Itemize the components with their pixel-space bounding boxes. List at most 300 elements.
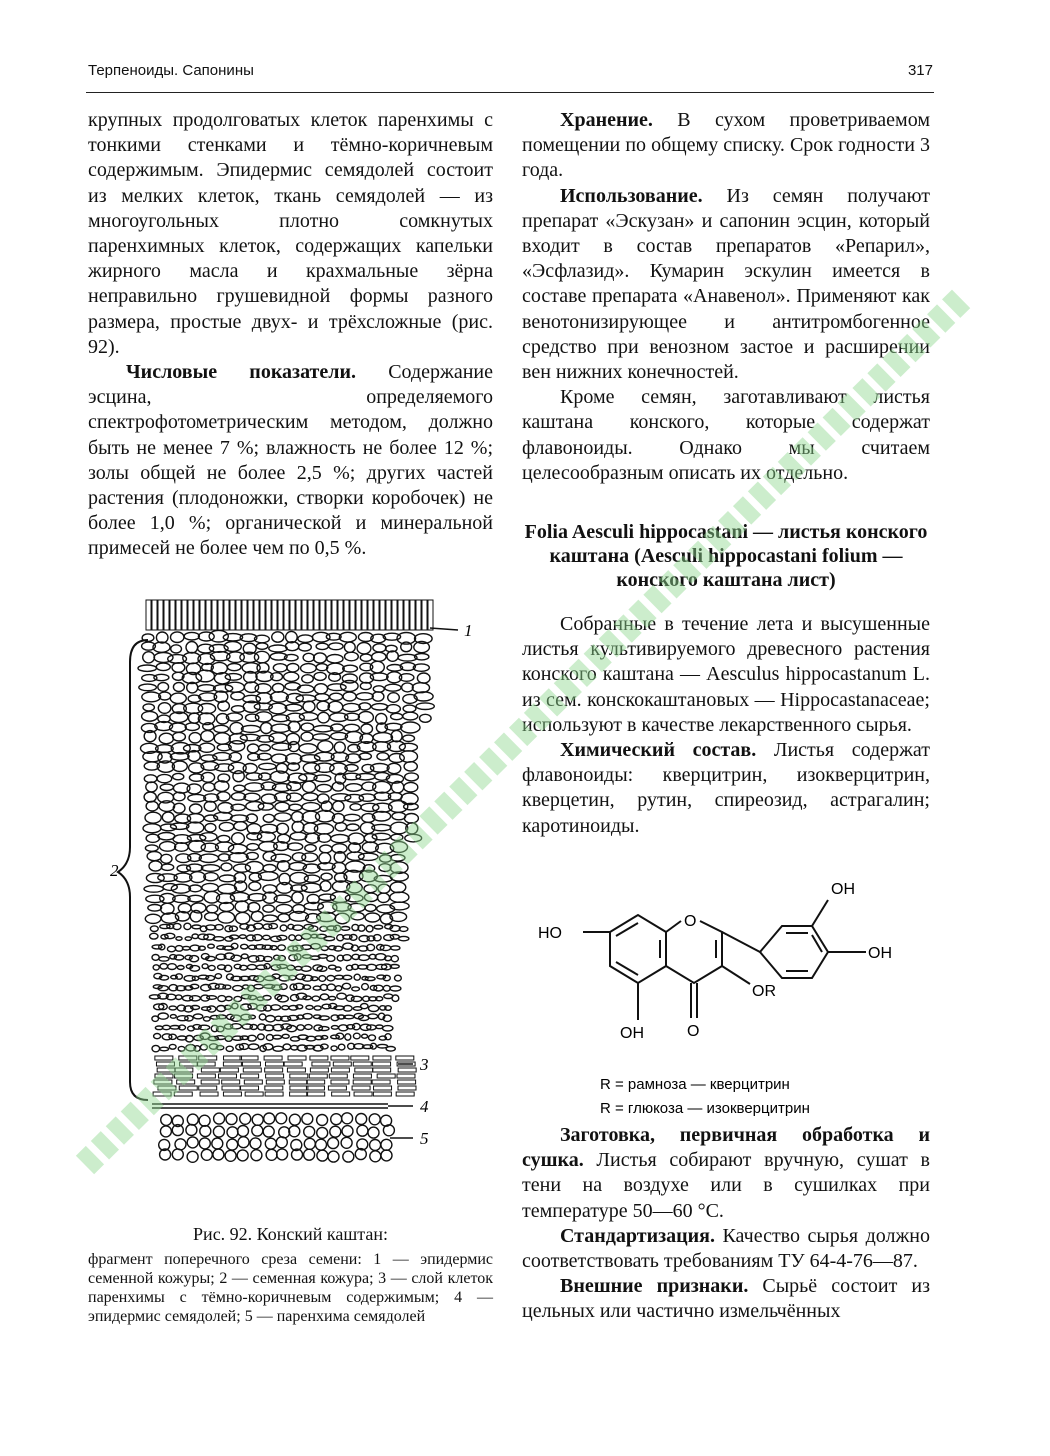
figure-cell — [370, 1151, 381, 1162]
figure-cell — [372, 833, 390, 840]
figure-cell — [240, 1056, 258, 1060]
page-number: 317 — [907, 62, 933, 79]
figure-cell — [374, 600, 379, 630]
figure-cell — [368, 1014, 378, 1019]
figure-cell — [218, 600, 223, 630]
figure-cell — [206, 600, 211, 630]
figure-cell — [301, 883, 321, 892]
figure-cell — [218, 912, 235, 923]
figure-cell — [158, 600, 163, 630]
text-storage: В сухом проветриваемом помещении по общему списку. Срок годности 3 года. — [522, 109, 930, 182]
figure-cell — [264, 1056, 282, 1060]
figure-cell — [161, 864, 173, 870]
figure-cell — [399, 743, 417, 751]
figure-cell — [265, 1138, 276, 1149]
figure-cell — [328, 1086, 346, 1090]
figure-cell — [236, 600, 241, 630]
figure-cell — [331, 1026, 338, 1030]
figure-cell — [342, 1126, 353, 1137]
figure-cell — [353, 1062, 371, 1066]
heading-external-signs: Внешние признаки. — [560, 1275, 749, 1298]
figure-cell — [417, 673, 430, 683]
figure-cell — [372, 692, 384, 701]
figure-cell — [214, 725, 229, 732]
figure-cell — [204, 815, 217, 821]
figure-cell — [306, 1005, 313, 1009]
figure-cell — [234, 822, 247, 831]
figure-cell — [188, 794, 206, 801]
figure-cell — [305, 1025, 312, 1030]
figure-cell — [249, 1015, 256, 1019]
figure-cell — [341, 1137, 352, 1148]
paragraph-chemistry — [522, 738, 930, 839]
figure-cell — [284, 600, 289, 630]
figure-cell — [320, 600, 325, 630]
figure-cell — [301, 966, 311, 971]
figure-cell — [374, 1086, 392, 1090]
figure-cell — [383, 1125, 394, 1136]
figure-cell — [225, 674, 241, 681]
figure-cell — [314, 1006, 321, 1010]
figure-cell — [244, 793, 260, 801]
figure-cell — [156, 632, 168, 643]
figure-cell — [326, 600, 331, 630]
figure-cell — [230, 600, 235, 630]
figure-cell — [241, 1074, 259, 1078]
figure-cell — [320, 881, 331, 891]
figure-cell — [383, 1026, 393, 1031]
figure-cell — [368, 600, 373, 630]
figure-cell — [289, 1114, 300, 1125]
figure-cell — [252, 1114, 263, 1125]
figure-cell — [319, 976, 326, 982]
figure-cell — [392, 995, 399, 1001]
right-column — [522, 108, 930, 486]
figure-cell — [203, 783, 215, 792]
figure-cell — [405, 834, 422, 842]
figure-cell — [390, 986, 401, 991]
figure-cell — [357, 643, 371, 654]
figure-cell — [145, 845, 158, 851]
figure-cell — [187, 864, 203, 871]
figure-cell — [259, 745, 271, 752]
figure-cell — [314, 653, 327, 663]
figure-cell — [372, 704, 388, 710]
figure-cell — [335, 913, 349, 924]
chem-ho-left: HO — [538, 925, 562, 942]
figure-cell — [158, 1013, 168, 1019]
figure-cell — [226, 1114, 237, 1125]
figure-cell — [146, 600, 151, 630]
figure-cell — [355, 1068, 373, 1072]
figure-cell — [277, 1149, 288, 1160]
figure-cell — [399, 936, 409, 940]
figure-cell — [146, 782, 157, 792]
figure-cell — [369, 1005, 379, 1011]
figure-cell — [153, 965, 159, 970]
figure-cell — [346, 824, 359, 831]
figure-cell — [303, 653, 314, 661]
figure-cell — [385, 684, 401, 691]
figure-cell — [199, 1056, 217, 1060]
figure-cell — [350, 804, 361, 811]
figure-cell — [353, 1074, 371, 1078]
figure-cell — [180, 1062, 198, 1066]
figure-cell — [202, 883, 218, 891]
figure-cell — [203, 1017, 210, 1021]
figure-cell — [248, 995, 256, 999]
figure-cell — [334, 925, 341, 931]
header-rule — [86, 92, 934, 93]
figure-cell — [328, 1138, 339, 1149]
figure-cell — [199, 1086, 217, 1090]
figure-cell — [263, 865, 276, 872]
figure-cell — [272, 600, 277, 630]
figure-cell — [278, 914, 290, 922]
figure-cell — [223, 1092, 241, 1096]
figure-cell — [172, 1149, 183, 1160]
figure-cell — [255, 684, 271, 693]
figure-cell — [356, 1114, 367, 1125]
figure-cell — [189, 733, 201, 743]
figure-cell — [285, 704, 302, 711]
figure-cell — [169, 1006, 177, 1010]
figure-cell — [404, 762, 417, 771]
figure-cell — [316, 643, 328, 649]
figure-cell — [317, 1127, 328, 1138]
figure-cell — [299, 744, 317, 753]
right-column-part-2 — [522, 612, 930, 839]
figure-cell — [245, 1092, 263, 1096]
figure-cell — [175, 1074, 193, 1078]
figure-cell — [154, 653, 173, 663]
figure-cell — [165, 933, 175, 938]
figure-cell — [160, 964, 168, 970]
figure-cell — [333, 1062, 351, 1066]
figure-cell — [334, 742, 345, 753]
figure-cell — [412, 683, 429, 693]
figure-cell — [243, 1068, 261, 1072]
figure-cell — [403, 735, 415, 741]
figure-cell — [315, 684, 328, 694]
figure-cell — [353, 1023, 361, 1029]
figure-cell — [157, 774, 172, 782]
figure-cell — [295, 935, 301, 940]
figure-cell — [296, 974, 305, 979]
figure-cell — [365, 913, 380, 922]
figure-cell — [380, 855, 392, 862]
figure-cell — [250, 1138, 261, 1149]
figure-cell — [365, 904, 376, 911]
figure-cell — [290, 1074, 308, 1078]
figure-cell — [392, 812, 406, 819]
figure-cell — [342, 983, 350, 989]
figure-cell — [194, 600, 199, 630]
figure-cell — [251, 911, 263, 921]
figure-cell — [275, 813, 292, 821]
figure-cell — [386, 1047, 395, 1052]
figure-cell — [345, 713, 360, 720]
figure-cell — [284, 672, 299, 681]
figure-cell — [370, 1140, 381, 1151]
figure-cell — [265, 1068, 283, 1072]
figure-cell — [224, 1056, 242, 1060]
figure-cell — [289, 804, 302, 810]
figure-cell — [259, 773, 271, 780]
figure-cell — [227, 1139, 238, 1150]
figure-cell — [207, 905, 218, 913]
figure-cell — [154, 1080, 172, 1084]
figure-cell — [229, 926, 237, 931]
figure-cell — [160, 824, 176, 831]
paragraph-usage — [522, 184, 930, 386]
figure-cell — [167, 946, 175, 952]
figure-cell — [152, 945, 162, 949]
figure-cell — [244, 1080, 262, 1084]
figure-cell — [298, 635, 313, 643]
figure-cell — [388, 693, 400, 703]
figure-cell — [273, 1046, 283, 1051]
figure-cell — [280, 925, 287, 931]
figure-cell — [199, 854, 218, 862]
figure-cell — [377, 753, 389, 760]
figure-cell — [186, 642, 198, 654]
figure-cell — [379, 864, 391, 872]
figure-cell — [266, 1074, 284, 1078]
heading-numeric-indicators: Числовые показатели. — [126, 361, 356, 384]
figure-cell — [398, 600, 403, 630]
figure-cell — [390, 892, 409, 902]
figure-cell — [258, 1034, 265, 1040]
figure-cell — [341, 681, 359, 692]
figure-cell — [339, 632, 356, 642]
figure-cell — [159, 733, 173, 744]
figure-cell — [177, 966, 184, 970]
figure-cell — [238, 1126, 249, 1137]
figure-cell — [299, 713, 317, 721]
figure-cell — [337, 993, 346, 999]
figure-cell — [177, 1080, 195, 1084]
figure-cell — [232, 833, 245, 844]
label-line-1 — [430, 628, 458, 630]
figure-cell — [404, 782, 418, 792]
figure-cell — [302, 934, 311, 940]
figure-cell — [200, 1092, 218, 1096]
figure-cell — [241, 1086, 259, 1090]
figure-cell — [356, 774, 375, 780]
figure-cell — [185, 723, 199, 731]
figure-cell — [288, 742, 299, 752]
figure-cell — [398, 1068, 416, 1072]
figure-cell — [277, 935, 287, 940]
figure-cell — [354, 974, 360, 980]
figure-cell — [193, 1014, 202, 1019]
chem-oh-bottom: OH — [620, 1025, 644, 1042]
figure-cell — [319, 894, 336, 900]
figure-cell — [212, 600, 217, 630]
paragraph-storage — [522, 108, 930, 184]
figure-cell — [331, 1080, 349, 1084]
figure-cell — [227, 1127, 238, 1138]
figure-cell — [168, 964, 177, 970]
chem-oh-right: OH — [868, 945, 892, 962]
figure-cell — [352, 987, 360, 991]
figure-cell — [204, 801, 216, 811]
figure-cell — [290, 1086, 308, 1090]
text-standardization: Качество сырья должно соответствовать требованиям ТУ 64-4-76—87. — [522, 1224, 930, 1273]
figure-cell — [359, 794, 375, 801]
figure-cell — [207, 996, 217, 1000]
figure-cell — [161, 1114, 172, 1125]
figure-cell — [222, 1080, 240, 1084]
figure-cell — [153, 1092, 171, 1096]
figure-cell — [279, 1127, 290, 1138]
figure-cell — [248, 1003, 257, 1009]
figure-cell — [304, 1149, 315, 1160]
figure-cell — [309, 1074, 327, 1078]
paragraph-standardization — [522, 1224, 930, 1274]
figure-cell — [380, 945, 390, 950]
figure-cell — [369, 1035, 376, 1041]
figure-cell — [265, 1062, 283, 1066]
figure-cell — [302, 781, 315, 792]
figure-cell — [361, 724, 373, 734]
figure-cell — [201, 1080, 219, 1084]
figure-cell — [188, 600, 193, 630]
figure-cell — [162, 812, 174, 822]
figure-cell — [273, 664, 287, 672]
figure-cell — [327, 955, 335, 961]
figure-cell — [152, 600, 157, 630]
figure-cell — [338, 600, 343, 630]
figure-cell — [331, 1035, 340, 1039]
figure-cell — [179, 1056, 197, 1060]
figure-cell — [400, 751, 418, 762]
figure-cell — [292, 892, 303, 903]
figure-cell — [362, 600, 367, 630]
heading-chemistry: Химический состав. — [560, 739, 757, 762]
figure-cell — [344, 814, 360, 821]
figure-cell — [213, 1149, 224, 1160]
figure-cell — [160, 1126, 171, 1137]
figure-cell — [303, 701, 315, 712]
figure-cell — [396, 1092, 414, 1096]
figure-cell — [350, 935, 357, 941]
figure-cell — [307, 1080, 325, 1084]
figure-cell — [420, 714, 432, 722]
figure-cell — [301, 723, 314, 731]
figure-cell — [352, 1086, 370, 1090]
figure-cell — [256, 693, 272, 704]
figure-cell — [156, 663, 170, 671]
figure-cell — [343, 692, 356, 701]
figure-cell — [384, 935, 394, 941]
paragraph-external-signs — [522, 1274, 930, 1324]
figure-cell — [197, 1062, 215, 1066]
figure-cell — [158, 703, 171, 714]
figure-cell — [226, 1046, 233, 1051]
heading-standardization: Стандартизация. — [560, 1224, 715, 1247]
figure-cell — [277, 996, 288, 1002]
figure-cell — [369, 1114, 380, 1125]
figure-cell — [224, 600, 229, 630]
figure-cell — [377, 1074, 395, 1078]
figure-cell — [290, 1092, 308, 1096]
figure-cell — [225, 1150, 236, 1161]
figure-cell — [170, 600, 175, 630]
figure-cell — [242, 600, 247, 630]
figure-cell — [341, 927, 350, 931]
figure-cell — [287, 793, 302, 801]
figure-cell — [248, 600, 253, 630]
figure-cell — [327, 984, 335, 990]
figure-cell — [303, 793, 318, 801]
figure-cell — [331, 1114, 342, 1125]
figure-cell — [143, 704, 154, 711]
figure-cell — [404, 814, 418, 824]
chem-r-glucose: R = глюкоза — изокверцитрин — [600, 1100, 810, 1117]
figure-cell — [259, 763, 276, 769]
figure-cell — [263, 852, 276, 862]
figure-cell — [317, 1150, 328, 1161]
figure-cell — [287, 1068, 305, 1072]
figure-cell — [219, 875, 235, 882]
figure-cell — [303, 996, 311, 1000]
figure-cell — [272, 632, 284, 642]
figure-cell — [327, 976, 335, 981]
figure-cell — [236, 912, 250, 924]
figure-cell — [261, 723, 272, 734]
figure-cell — [370, 1043, 376, 1049]
figure-cell — [158, 683, 169, 692]
figure-cell — [155, 1056, 173, 1060]
figure-cell — [217, 1015, 227, 1019]
figure-cell — [362, 1034, 368, 1038]
figure-cell — [360, 654, 372, 661]
figure-cell — [301, 664, 317, 673]
figure-cell — [416, 600, 421, 630]
figure-cell — [263, 915, 278, 922]
figure-cell — [329, 996, 336, 1000]
figure-cell — [317, 1115, 328, 1126]
quercetin-structure — [528, 870, 928, 1120]
figure-cell — [202, 1007, 211, 1011]
figure-cell — [170, 1015, 176, 1019]
figure-cell — [350, 600, 355, 630]
figure-cell — [266, 600, 271, 630]
figure-cell — [314, 600, 319, 630]
figure-cell — [402, 683, 414, 692]
figure-cell — [171, 645, 182, 653]
figure-cell — [329, 643, 343, 650]
figure-cell — [208, 1036, 218, 1040]
figure-cell — [160, 1047, 169, 1051]
figure-cell — [351, 913, 364, 920]
figure-cell — [403, 712, 418, 720]
heading-storage: Хранение. — [560, 109, 653, 131]
figure-cell — [148, 905, 162, 912]
figure-cell — [398, 1080, 416, 1084]
figure-cell — [200, 1126, 211, 1137]
figure-cell — [171, 632, 184, 643]
figure-cell — [300, 755, 320, 763]
figure-cell — [250, 1025, 257, 1030]
figure-cell — [317, 784, 332, 792]
paragraph-numeric-indicators — [88, 360, 493, 562]
cell-drawing — [138, 600, 434, 1162]
caption-text: фрагмент поперечного среза семени: 1 — эпидермис семенной кожуры; 2 — семенная кожура; 3 — слой клеток паренхимы с тёмно-коричневым содержимым; 4 — эпидермис семядолей; 5 — паренхима семядолей — [88, 1251, 493, 1325]
figure-cell — [290, 600, 295, 630]
